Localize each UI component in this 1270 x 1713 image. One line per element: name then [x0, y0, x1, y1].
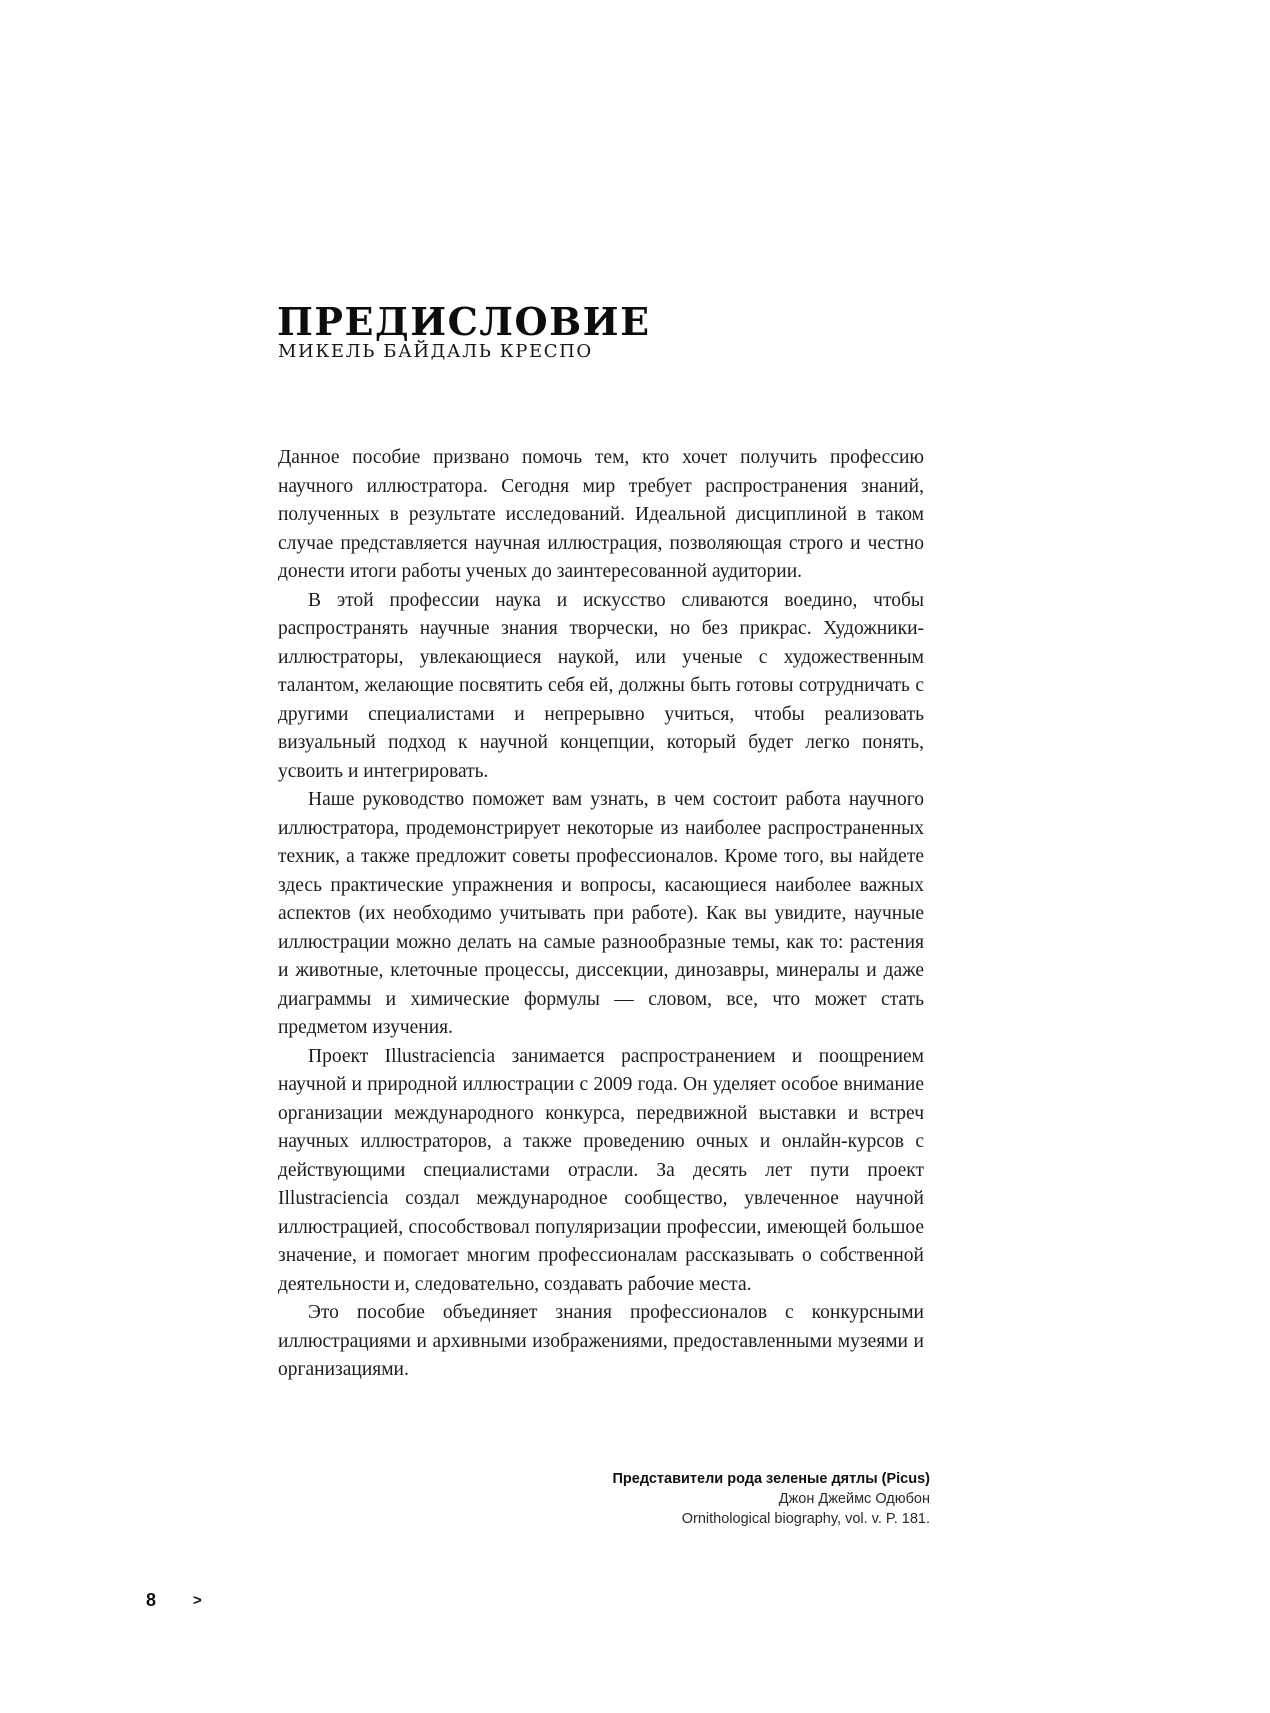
page-footer — [146, 1590, 202, 1611]
paragraph: Наше руководство поможет вам узнать, в чем состоит работа научного иллюстратора, продемонстрирует некоторые из наиболее распространенных техник, а также предложит советы профессионалов. Кроме того, вы найдете здесь практические упражнения и вопросы, касающиеся наиболее важных аспектов (их необходимо учитывать при работе). Как вы увидите, научные иллюстрации можно делать на самые разнообразные темы, как то: растения и животные, клеточные процессы, диссекции, динозавры, минералы и даже диаграммы и химические формулы — словом, все, что может стать предметом изучения. — [278, 789, 924, 1038]
credit-title: Представители рода зеленые дятлы (Picus) — [612, 1471, 930, 1487]
credit-author: Джон Джеймс Одюбон — [778, 1491, 930, 1507]
preface-text — [278, 444, 924, 1385]
page-number: 8 — [146, 1590, 157, 1610]
chevron-right-icon: > — [193, 1592, 202, 1609]
author-subtitle: МИКЕЛЬ БАЙДАЛЬ КРЕСПО — [278, 341, 593, 362]
illustration-credit — [410, 1469, 930, 1529]
paragraph: Данное пособие призвано помочь тем, кто хочет получить профессию научного иллюстратора. Сегодня мир требует распространения знаний, полученных в результате исследований. Идеальной дисциплиной в таком случае представляется научная иллюстрация, позволяющая строго и честно донести итоги работы ученых до заинтересованной аудитории. — [278, 447, 924, 582]
page-title: ПРЕДИСЛОВИЕ — [277, 299, 651, 345]
paragraph: Проект Illustraciencia занимается распространением и поощрением научной и природной иллюстрации с 2009 года. Он уделяет особое внимание организации международного конкурса, передвижной выставки и встреч научных иллюстраторов, а также проведению очных и онлайн-курсов с действующими специалистами отрасли. За десять лет пути проект Illustraciencia создал международное сообщество, увлеченное научной иллюстрацией, способствовал популяризации профессии, имеющей большое значение, и помогает многим профессионалам рассказывать о собственной деятельности и, следовательно, создавать рабочие места. — [278, 1045, 924, 1295]
paragraph: Это пособие объединяет знания профессионалов с конкурсными иллюстрациями и архивными изображениями, предоставленными музеями и организациями. — [278, 1302, 924, 1380]
credit-source: Ornithological biography, vol. v. P. 181. — [681, 1511, 930, 1527]
paragraph: В этой профессии наука и искусство сливаются воедино, чтобы распространять научные знания творчески, но без прикрас. Художники-иллюстраторы, увлекающиеся наукой, или ученые с художественным талантом, желающие посвятить себя ей, должны быть готовы сотрудничать с другими специалистами и непрерывно учиться, чтобы реализовать визуальный подход к научной концепции, который будет легко понять, усвоить и интегрировать. — [278, 589, 924, 782]
